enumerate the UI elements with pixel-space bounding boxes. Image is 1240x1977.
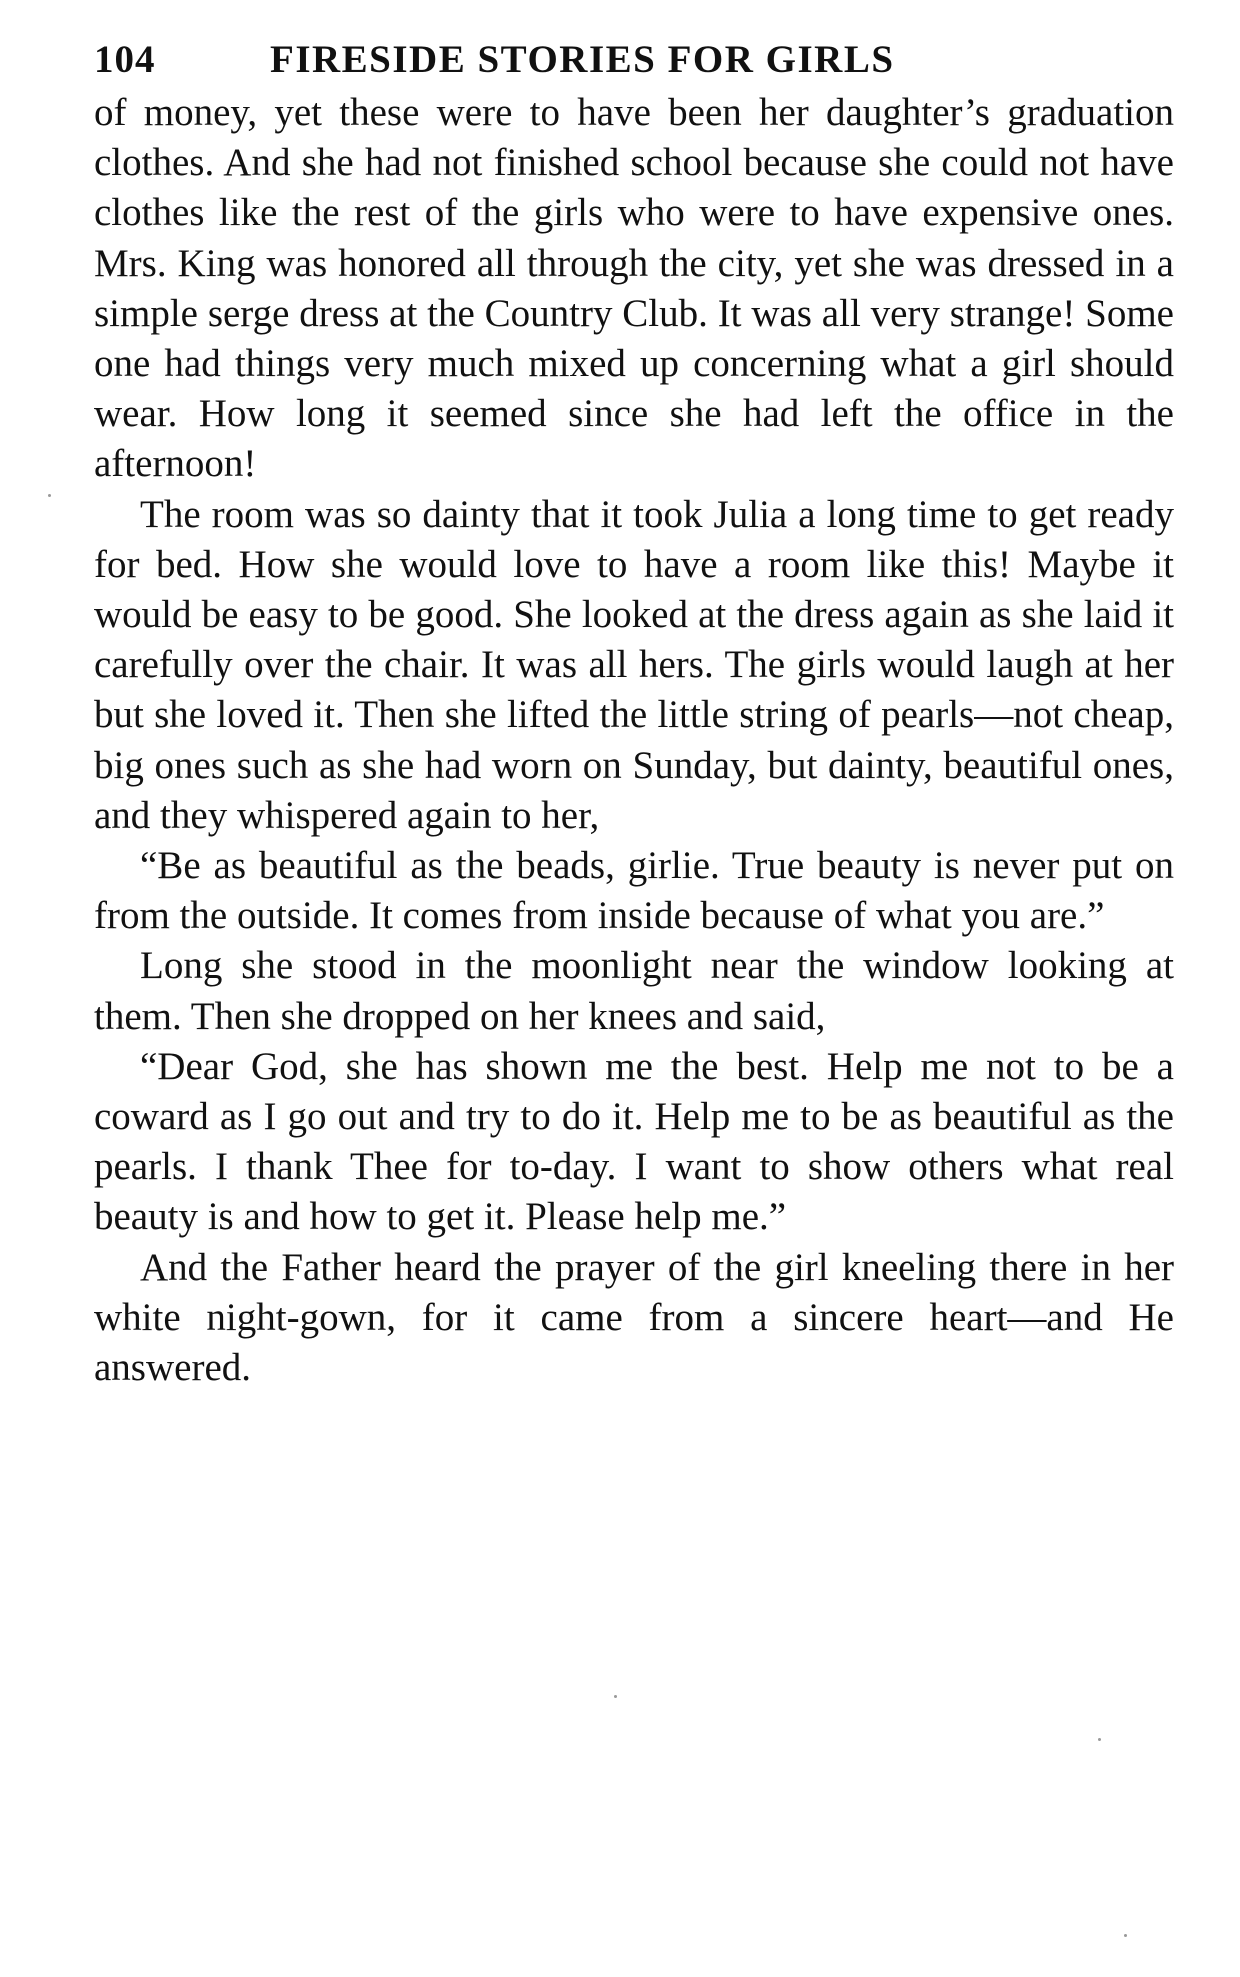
scan-speck <box>48 494 51 497</box>
paragraph-answered: And the Father heard the prayer of the girl kneeling there in her white night-gown, for it came from a sincere heart—and He answered. <box>94 1245 1174 1390</box>
running-head <box>94 34 1174 86</box>
scan-speck <box>1098 1738 1101 1741</box>
scan-speck <box>1124 1934 1127 1937</box>
paragraph-room: The room was so dainty that it took Julia a long time to get ready for bed. How she would love to have a room like this! Maybe it would be easy to be good. She looked at the dress again as she laid it carefully over the chair. It was all hers. The girls would laugh at her but she loved it. Then she lifted the little string of pearls—not cheap, big ones such as she had worn on Sunday, but dainty, beautiful ones, and they whispered again to her, <box>94 492 1174 837</box>
page-number: 104 <box>94 38 156 81</box>
book-page <box>94 34 1174 1393</box>
scan-speck <box>614 1695 617 1698</box>
paragraph-moonlight: Long she stood in the moonlight near the window looking at them. Then she dropped on her knees and said, <box>94 944 1174 1038</box>
paragraph-continued: of money, yet these were to have been her daughter’s graduation clothes. And she had not finished school because she could not have clothes like the rest of the girls who were to have expensive ones. Mrs. King was honored all through the city, yet she was dressed in a simple serge dress at the Country Club. It was all very strange! Some one had things very much mixed up concerning what a girl should wear. How long it seemed since she had left the office in the afternoon! <box>94 91 1174 486</box>
body-text <box>94 88 1174 1393</box>
paragraph-prayer-quote: “Dear God, she has shown me the best. Help me not to be a coward as I go out and try to do it. Help me to be as beautiful as the pearls. I thank Thee for to-day. I want to show others what real beauty is and how to get it. Please help me.” <box>94 1044 1174 1239</box>
book-title: FIRESIDE STORIES FOR GIRLS <box>270 38 895 81</box>
paragraph-beads-quote: “Be as beautiful as the beads, girlie. True beauty is never put on from the outside. It comes from inside because of what you are.” <box>94 844 1174 938</box>
